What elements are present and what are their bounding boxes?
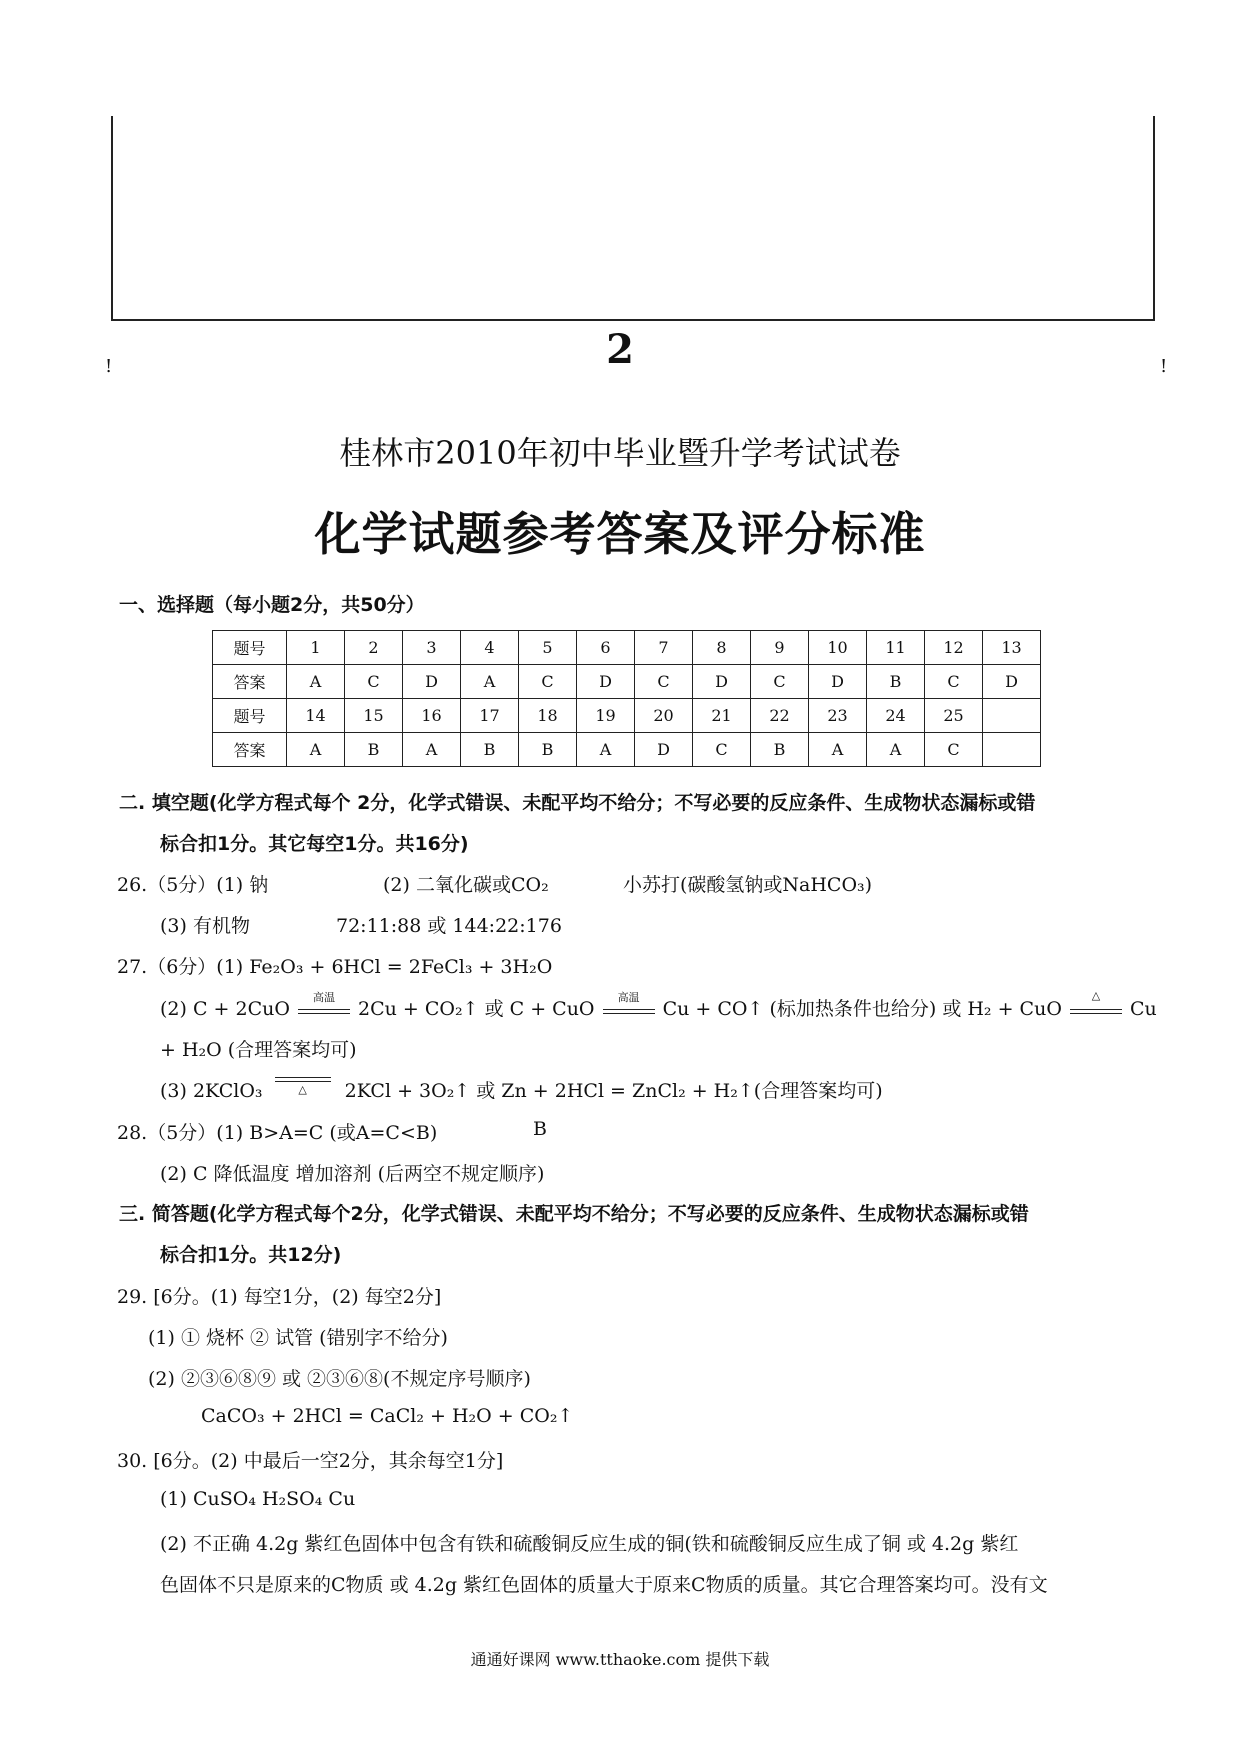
condition-label: 高温: [312, 991, 335, 1004]
table-cell: 9: [751, 631, 809, 665]
q27-line1: 27.（6分）(1) Fe₂O₃ + 6HCl = 2FeCl₃ + 3H₂O: [117, 956, 553, 978]
q27-eq-e: (3) 2KClO₃: [160, 1080, 263, 1102]
section-2-heading-line2: 标合扣1分。其它每空1分。共16分): [160, 833, 469, 855]
table-cell: 15: [345, 699, 403, 733]
q30-line1: 30. [6分。(2) 中最后一空2分，其余每空1分]: [117, 1450, 504, 1472]
table-cell: 24: [867, 699, 925, 733]
q27-eq-b: 2Cu + CO₂↑ 或 C + CuO: [358, 998, 595, 1020]
table-cell: 17: [461, 699, 519, 733]
table-cell: 6: [577, 631, 635, 665]
table-cell: B: [519, 733, 577, 767]
q29-line1: 29. [6分。(1) 每空1分，(2) 每空2分]: [117, 1286, 442, 1308]
q26-part1: 26.（5分）(1) 钠: [117, 874, 269, 896]
condition-label: △: [298, 1083, 307, 1096]
table-row: [213, 733, 1041, 767]
table-cell: C: [635, 665, 693, 699]
table-cell: B: [345, 733, 403, 767]
q29-line4: CaCO₃ + 2HCl = CaCl₂ + H₂O + CO₂↑: [201, 1405, 574, 1427]
answer-table: [212, 630, 1041, 767]
footer-download-note: 通通好课网 www.tthaoke.com 提供下载: [470, 1650, 770, 1669]
q27-eq-c: Cu + CO↑ (标加热条件也给分) 或 H₂ + CuO: [662, 998, 1062, 1020]
table-cell: 25: [925, 699, 983, 733]
q26-part4: (3) 有机物: [160, 915, 250, 937]
table-cell: B: [867, 665, 925, 699]
exam-title: 桂林市2010年初中毕业暨升学考试试卷: [339, 434, 901, 472]
table-cell: 22: [751, 699, 809, 733]
section-1-heading: 一、选择题（每小题2分，共50分）: [119, 594, 425, 616]
table-cell: 7: [635, 631, 693, 665]
table-cell: [983, 733, 1041, 767]
condition-heat: [1068, 989, 1124, 1021]
table-cell: C: [751, 665, 809, 699]
table-cell: 19: [577, 699, 635, 733]
table-row: [213, 699, 1041, 733]
table-cell: 23: [809, 699, 867, 733]
q27-eq-d: Cu: [1130, 998, 1157, 1020]
q28-line2: (2) C 降低温度 增加溶剂 (后两空不规定顺序): [160, 1163, 545, 1185]
table-row: [213, 665, 1041, 699]
table-cell: C: [925, 665, 983, 699]
table-cell: A: [867, 733, 925, 767]
table-cell: 14: [287, 699, 345, 733]
section-3-heading-line1: 三. 简答题(化学方程式每个2分，化学式错误、未配平均不给分；不写必要的反应条件、生成物状态漏标或错: [119, 1203, 1029, 1225]
table-cell: D: [693, 665, 751, 699]
table-cell: 8: [693, 631, 751, 665]
q30-line3: (2) 不正确 4.2g 紫红色固体中包含有铁和硫酸铜反应生成的铜(铁和硫酸铜反应生成了铜 或 4.2g 紫红: [160, 1533, 1019, 1555]
table-cell: 13: [983, 631, 1041, 665]
condition-heat-below: [269, 1081, 339, 1103]
table-cell: 11: [867, 631, 925, 665]
table-cell: C: [345, 665, 403, 699]
table-cell: D: [577, 665, 635, 699]
q27-line3: + H₂O (合理答案均可): [160, 1039, 357, 1061]
q27-eq-f: 2KCl + 3O₂↑ 或 Zn + 2HCl = ZnCl₂ + H₂↑(合理答案均可): [344, 1080, 883, 1102]
q29-line2: (1) ① 烧杯 ② 试管 (错别字不给分): [148, 1327, 448, 1349]
corner-mark-right: !: [1160, 356, 1168, 377]
table-cell: C: [925, 733, 983, 767]
table-cell: 20: [635, 699, 693, 733]
table-cell: 答案: [213, 733, 287, 767]
q27-line4: [160, 1076, 883, 1103]
q26-part3: 小苏打(碳酸氢钠或NaHCO₃): [623, 874, 873, 896]
table-cell: A: [403, 733, 461, 767]
corner-mark-left: !: [105, 356, 113, 377]
q28-line1b: B: [533, 1118, 547, 1140]
table-cell: [983, 699, 1041, 733]
q26-part5: 72:11:88 或 144:22:176: [336, 915, 562, 937]
table-cell: D: [983, 665, 1041, 699]
page-number: 2: [606, 326, 634, 373]
q27-eq-a: (2) C + 2CuO: [160, 998, 290, 1020]
table-cell: 题号: [213, 699, 287, 733]
answer-box-frame: [111, 116, 1155, 321]
table-row: [213, 631, 1041, 665]
table-cell: 10: [809, 631, 867, 665]
q27-line2: [160, 989, 1157, 1021]
table-cell: C: [693, 733, 751, 767]
table-cell: A: [809, 733, 867, 767]
table-cell: 答案: [213, 665, 287, 699]
table-cell: A: [287, 733, 345, 767]
table-cell: A: [287, 665, 345, 699]
table-cell: 题号: [213, 631, 287, 665]
table-cell: B: [461, 733, 519, 767]
table-cell: 12: [925, 631, 983, 665]
section-3-heading-line2: 标合扣1分。共12分): [160, 1244, 342, 1266]
table-cell: C: [519, 665, 577, 699]
table-cell: D: [403, 665, 461, 699]
table-cell: B: [751, 733, 809, 767]
condition-label: △: [1091, 989, 1101, 1002]
table-cell: D: [635, 733, 693, 767]
condition-high-temp: [601, 991, 657, 1021]
main-title: 化学试题参考答案及评分标准: [314, 507, 926, 561]
table-cell: D: [809, 665, 867, 699]
section-2-heading-line1: 二. 填空题(化学方程式每个 2分，化学式错误、未配平均不给分；不写必要的反应条件、生成物状态漏标或错: [119, 792, 1036, 814]
table-cell: 2: [345, 631, 403, 665]
table-cell: A: [577, 733, 635, 767]
q30-line2: (1) CuSO₄ H₂SO₄ Cu: [160, 1488, 356, 1510]
q29-line3: (2) ②③⑥⑧⑨ 或 ②③⑥⑧(不规定序号顺序): [148, 1368, 531, 1390]
q26-part2: (2) 二氧化碳或CO₂: [383, 874, 549, 896]
table-cell: 16: [403, 699, 461, 733]
condition-label: 高温: [617, 991, 640, 1004]
q28-line1a: 28.（5分）(1) B>A=C (或A=C<B): [117, 1122, 438, 1144]
table-cell: 4: [461, 631, 519, 665]
q30-line4: 色固体不只是原来的C物质 或 4.2g 紫红色固体的质量大于原来C物质的质量。其它合理答案均可。没有文: [160, 1574, 1048, 1596]
table-cell: 5: [519, 631, 577, 665]
table-cell: 21: [693, 699, 751, 733]
table-cell: 18: [519, 699, 577, 733]
table-cell: 3: [403, 631, 461, 665]
table-cell: A: [461, 665, 519, 699]
table-cell: 1: [287, 631, 345, 665]
condition-high-temp: [296, 991, 352, 1021]
